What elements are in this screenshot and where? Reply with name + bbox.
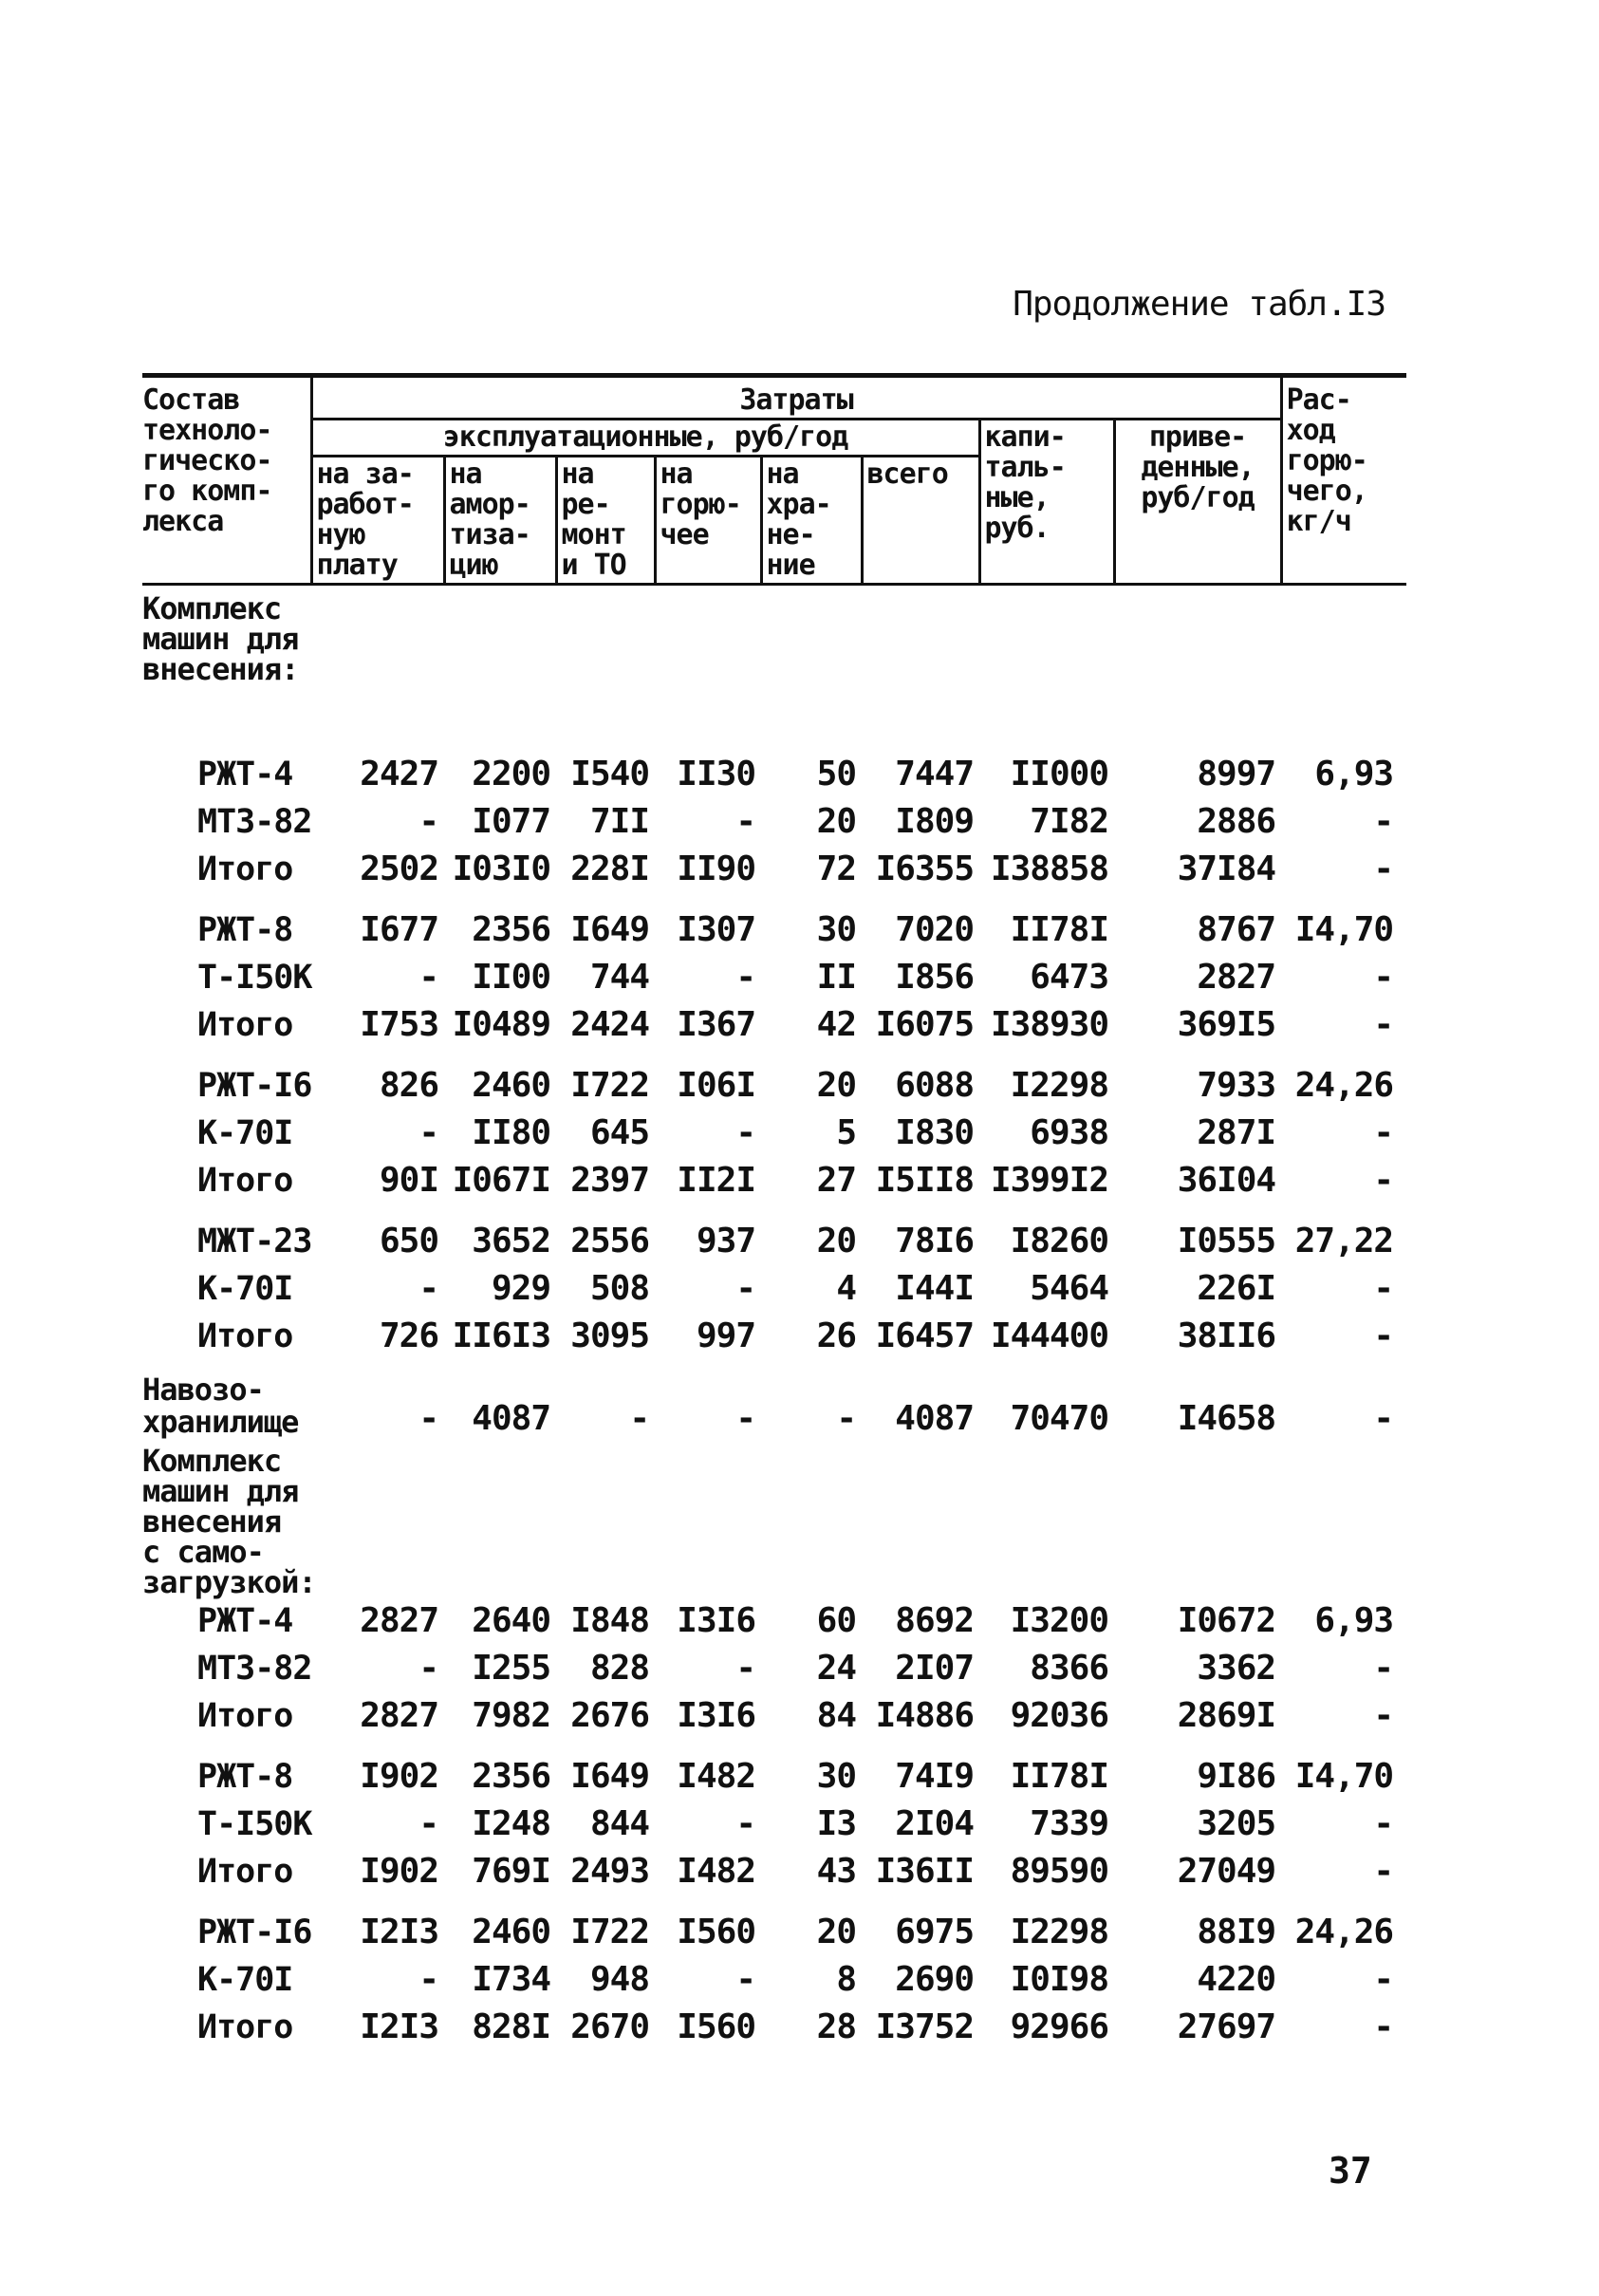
row-label: РЖТ-8 bbox=[197, 911, 293, 949]
table-cell: 828I bbox=[472, 2007, 550, 2046]
table-cell: 20 bbox=[816, 1066, 856, 1105]
table-cell: 2493 bbox=[570, 1852, 649, 1891]
table-cell: 2356 bbox=[472, 1757, 550, 1796]
header-wages: на за- работ- ную плату bbox=[311, 457, 444, 585]
cell-fuel-rate: - bbox=[1373, 1161, 1394, 1200]
table-row bbox=[142, 2004, 1406, 2051]
table-cell: I2I3 bbox=[360, 2007, 438, 2046]
table-row bbox=[142, 1692, 1406, 1740]
table-cell: II000 bbox=[1010, 755, 1108, 793]
table-cell: 38II6 bbox=[1177, 1316, 1276, 1355]
table-cell: I482 bbox=[677, 1757, 755, 1796]
cell-fuel-rate: - bbox=[1373, 1696, 1394, 1735]
table-cell: I06I bbox=[677, 1066, 755, 1105]
table-cell: 2886 bbox=[1197, 802, 1276, 841]
table-cell: 27 bbox=[816, 1161, 856, 1200]
table-cell: 2670 bbox=[570, 2007, 649, 2046]
table-cell: 508 bbox=[589, 1269, 649, 1308]
table-cell: I734 bbox=[472, 1960, 550, 1999]
row-label: Итого bbox=[197, 1317, 293, 1355]
table-row bbox=[142, 798, 1406, 846]
table-cell: 7020 bbox=[895, 910, 974, 949]
table-cell: 89590 bbox=[1010, 1852, 1108, 1891]
row-label: Т-I50К bbox=[197, 959, 312, 997]
table-cell: I4658 bbox=[1177, 1399, 1276, 1438]
table-cell: - bbox=[735, 1399, 755, 1438]
header-capital: капи- таль- ные, руб. bbox=[979, 420, 1114, 585]
table-cell: 8767 bbox=[1197, 910, 1276, 949]
table-cell: - bbox=[418, 802, 438, 841]
table-cell: 4 bbox=[836, 1269, 856, 1308]
table-cell: 24 bbox=[816, 1649, 856, 1688]
cell-fuel-rate: - bbox=[1373, 1649, 1394, 1688]
section-heading-2: Комплекс машин для внесения с само- загрузкой: bbox=[142, 1443, 316, 1600]
table-cell: II30 bbox=[677, 755, 755, 793]
table-row bbox=[142, 1110, 1406, 1157]
table-cell: I255 bbox=[472, 1649, 550, 1688]
table-cell: I03I0 bbox=[452, 849, 550, 888]
table-cell: 74I9 bbox=[895, 1757, 974, 1796]
table-cell: 20 bbox=[816, 1913, 856, 1951]
table-row bbox=[142, 1740, 1406, 1801]
table-cell: 2200 bbox=[472, 755, 550, 793]
table-cell: I44I bbox=[895, 1269, 974, 1308]
table-cell: 20 bbox=[816, 1222, 856, 1260]
table-cell: I3I6 bbox=[677, 1601, 755, 1640]
row-label: МТЗ-82 bbox=[197, 803, 312, 841]
table-cell: 70470 bbox=[1010, 1399, 1108, 1438]
header-total: всего bbox=[862, 457, 979, 585]
table-cell: II78I bbox=[1010, 1757, 1108, 1796]
row-label: РЖТ-I6 bbox=[197, 1067, 312, 1105]
table-cell: 997 bbox=[696, 1316, 755, 1355]
cell-fuel-rate: - bbox=[1373, 1804, 1394, 1843]
table-cell: I2I3 bbox=[360, 1913, 438, 1951]
table-cell: I067I bbox=[452, 1161, 550, 1200]
table-cell: 2356 bbox=[472, 910, 550, 949]
cell-fuel-rate: 6,93 bbox=[1314, 1601, 1394, 1640]
table-cell: - bbox=[418, 1113, 438, 1152]
table-row bbox=[142, 1049, 1406, 1110]
table-row bbox=[142, 846, 1406, 893]
table-cell: 88I9 bbox=[1197, 1913, 1276, 1951]
table-cell: 36I04 bbox=[1177, 1161, 1276, 1200]
table-cell: 2827 bbox=[360, 1696, 438, 1735]
table-cell: 844 bbox=[589, 1804, 649, 1843]
table-cell: 5 bbox=[836, 1113, 856, 1152]
table-cell: 2690 bbox=[895, 1960, 974, 1999]
table-cell: I848 bbox=[570, 1601, 649, 1640]
table-cell: 37I84 bbox=[1177, 849, 1276, 888]
header-fuel: на горю- чее bbox=[655, 457, 761, 585]
table-cell: - bbox=[735, 802, 755, 841]
cell-fuel-rate: 27,22 bbox=[1294, 1222, 1394, 1260]
table-cell: I677 bbox=[360, 910, 438, 949]
table-cell: 7II bbox=[589, 802, 649, 841]
table-cell: I560 bbox=[677, 1913, 755, 1951]
table-cell: 4087 bbox=[472, 1399, 550, 1438]
table-cell: 2427 bbox=[360, 755, 438, 793]
table-cell: 6473 bbox=[1030, 958, 1108, 997]
row-label: Итого bbox=[197, 1697, 293, 1735]
header-repair: на ре- монт и ТО bbox=[556, 457, 655, 585]
table-cell: I367 bbox=[677, 1005, 755, 1044]
table-body bbox=[142, 585, 1406, 2052]
table-cell: - bbox=[836, 1399, 856, 1438]
table-cell: - bbox=[418, 1804, 438, 1843]
table-row bbox=[142, 1895, 1406, 1956]
table-cell: 90I bbox=[379, 1161, 438, 1200]
table-cell: 287I bbox=[1197, 1113, 1276, 1152]
row-label: К-70I bbox=[197, 1961, 293, 1999]
table-cell: I8260 bbox=[1010, 1222, 1108, 1260]
table-cell: I0555 bbox=[1177, 1222, 1276, 1260]
table-row bbox=[142, 893, 1406, 954]
table-cell: - bbox=[735, 1269, 755, 1308]
table-cell: 2869I bbox=[1177, 1696, 1276, 1735]
table-cell: 7447 bbox=[895, 755, 974, 793]
table-cell: 3205 bbox=[1197, 1804, 1276, 1843]
table-cell: 2460 bbox=[472, 1913, 550, 1951]
spacer-row bbox=[142, 684, 1406, 751]
table-cell: I4886 bbox=[875, 1696, 974, 1735]
table-cell: 948 bbox=[589, 1960, 649, 1999]
cell-fuel-rate: - bbox=[1373, 2007, 1394, 2046]
table-cell: 769I bbox=[472, 1852, 550, 1891]
table-cell: - bbox=[735, 1804, 755, 1843]
table-cell: 92966 bbox=[1010, 2007, 1108, 2046]
table-cell: I0672 bbox=[1177, 1601, 1276, 1640]
cost-table bbox=[142, 373, 1406, 2051]
table-cell: 26 bbox=[816, 1316, 856, 1355]
table-cell: 2640 bbox=[472, 1601, 550, 1640]
row-label: РЖТ-I6 bbox=[197, 1913, 312, 1951]
table-row bbox=[142, 1204, 1406, 1265]
table-cell: I902 bbox=[360, 1757, 438, 1796]
table-cell: - bbox=[418, 1960, 438, 1999]
table-cell: - bbox=[735, 958, 755, 997]
table-cell: I399I2 bbox=[990, 1161, 1108, 1200]
table-cell: I649 bbox=[570, 910, 649, 949]
table-cell: - bbox=[735, 1649, 755, 1688]
cell-fuel-rate: - bbox=[1373, 1960, 1394, 1999]
table-cell: II2I bbox=[677, 1161, 755, 1200]
table-cell: 937 bbox=[696, 1222, 755, 1260]
table-cell: 226I bbox=[1197, 1269, 1276, 1308]
table-cell: - bbox=[629, 1399, 649, 1438]
table-cell: I722 bbox=[570, 1913, 649, 1951]
table-cell: 30 bbox=[816, 1757, 856, 1796]
table-cell: I3752 bbox=[875, 2007, 974, 2046]
table-cell: I38858 bbox=[990, 849, 1108, 888]
cell-fuel-rate: I4,70 bbox=[1294, 1757, 1394, 1796]
table-cell: I540 bbox=[570, 755, 649, 793]
table-cell: I0489 bbox=[452, 1005, 550, 1044]
table-cell: I6355 bbox=[875, 849, 974, 888]
table-cell: 27049 bbox=[1177, 1852, 1276, 1891]
table-cell: 5464 bbox=[1030, 1269, 1108, 1308]
table-cell: 645 bbox=[589, 1113, 649, 1152]
table-cell: I830 bbox=[895, 1113, 974, 1152]
row-label: Т-I50К bbox=[197, 1805, 312, 1843]
table-cell: 7339 bbox=[1030, 1804, 1108, 1843]
table-cell: 4220 bbox=[1197, 1960, 1276, 1999]
table-cell: - bbox=[418, 1399, 438, 1438]
table-cell: I6457 bbox=[875, 1316, 974, 1355]
table-row bbox=[142, 1265, 1406, 1313]
cell-fuel-rate: - bbox=[1373, 1316, 1394, 1355]
table-cell: 60 bbox=[816, 1601, 856, 1640]
table-cell: 2502 bbox=[360, 849, 438, 888]
table-row bbox=[142, 1848, 1406, 1895]
table-cell: I809 bbox=[895, 802, 974, 841]
table-cell: I3200 bbox=[1010, 1601, 1108, 1640]
table-cell: I856 bbox=[895, 958, 974, 997]
table-cell: I649 bbox=[570, 1757, 649, 1796]
table-cell: 2676 bbox=[570, 1696, 649, 1735]
row-label: Итого bbox=[197, 1162, 293, 1200]
table-cell: 6088 bbox=[895, 1066, 974, 1105]
table-cell: I902 bbox=[360, 1852, 438, 1891]
table-cell: I3I6 bbox=[677, 1696, 755, 1735]
table-cell: I5II8 bbox=[875, 1161, 974, 1200]
table-cell: 84 bbox=[816, 1696, 856, 1735]
table-cell: 726 bbox=[379, 1316, 438, 1355]
table-row bbox=[142, 1157, 1406, 1204]
header-fuel-rate: Рас- ход горю- чего, кг/ч bbox=[1281, 376, 1406, 585]
table-cell: 2397 bbox=[570, 1161, 649, 1200]
cell-fuel-rate: 24,26 bbox=[1294, 1913, 1394, 1951]
table-cell: 2827 bbox=[1197, 958, 1276, 997]
cell-fuel-rate: - bbox=[1373, 1005, 1394, 1044]
row-label: Итого bbox=[197, 1006, 293, 1044]
row-label: РЖТ-4 bbox=[197, 756, 293, 793]
header-composition: Состав техноло- гическо- го комп- лекса bbox=[142, 376, 311, 585]
table-cell: 72 bbox=[816, 849, 856, 888]
table-cell: I0I98 bbox=[1010, 1960, 1108, 1999]
table-cell: 369I5 bbox=[1177, 1005, 1276, 1044]
table-cell: 4087 bbox=[895, 1399, 974, 1438]
header-amortization: на амор- тиза- цию bbox=[444, 457, 556, 585]
table-cell: II90 bbox=[677, 849, 755, 888]
table-cell: I6075 bbox=[875, 1005, 974, 1044]
section-heading-row bbox=[142, 585, 1406, 685]
table-cell: 826 bbox=[379, 1066, 438, 1105]
table-cell: - bbox=[735, 1960, 755, 1999]
table-cell: I753 bbox=[360, 1005, 438, 1044]
table-cell: I38930 bbox=[990, 1005, 1108, 1044]
table-cell: I482 bbox=[677, 1852, 755, 1891]
row-label: МТЗ-82 bbox=[197, 1650, 312, 1688]
table-cell: 2827 bbox=[360, 1601, 438, 1640]
table-cell: 50 bbox=[816, 755, 856, 793]
table-row bbox=[142, 1313, 1406, 1360]
table-cell: I2298 bbox=[1010, 1913, 1108, 1951]
table-cell: - bbox=[1373, 1399, 1394, 1438]
cell-fuel-rate: - bbox=[1373, 1852, 1394, 1891]
table-cell: 78I6 bbox=[895, 1222, 974, 1260]
header-operational: эксплуатационные, руб/год bbox=[311, 420, 979, 457]
table-cell: 929 bbox=[491, 1269, 550, 1308]
table-cell: 8997 bbox=[1197, 755, 1276, 793]
table-row bbox=[142, 1956, 1406, 2004]
table-row bbox=[142, 1645, 1406, 1692]
table-cell: II bbox=[816, 958, 856, 997]
table-row bbox=[142, 1597, 1406, 1645]
table-cell: I307 bbox=[677, 910, 755, 949]
table-cell: I077 bbox=[472, 802, 550, 841]
table-cell: 92036 bbox=[1010, 1696, 1108, 1735]
header-reduced: приве- денные, руб/год bbox=[1114, 420, 1281, 585]
row-label: МЖТ-23 bbox=[197, 1223, 312, 1260]
table-cell: 6938 bbox=[1030, 1113, 1108, 1152]
cell-fuel-rate: 6,93 bbox=[1314, 755, 1394, 793]
table-cell: 2I07 bbox=[895, 1649, 974, 1688]
table-cell: I248 bbox=[472, 1804, 550, 1843]
cell-fuel-rate: - bbox=[1373, 802, 1394, 841]
row-label: Итого bbox=[197, 2008, 293, 2046]
cell-fuel-rate: - bbox=[1373, 1269, 1394, 1308]
cell-fuel-rate: 24,26 bbox=[1294, 1066, 1394, 1105]
table-cell: 7982 bbox=[472, 1696, 550, 1735]
table-cell: II00 bbox=[472, 958, 550, 997]
section-heading-1: Комплекс машин для внесения: bbox=[142, 590, 299, 687]
cell-fuel-rate: I4,70 bbox=[1294, 910, 1394, 949]
table-cell: - bbox=[418, 958, 438, 997]
table-cell: 42 bbox=[816, 1005, 856, 1044]
table-cell: I44400 bbox=[990, 1316, 1108, 1355]
cell-fuel-rate: - bbox=[1373, 1113, 1394, 1152]
table-row bbox=[142, 751, 1406, 798]
table-cell: 27697 bbox=[1177, 2007, 1276, 2046]
cell-fuel-rate: - bbox=[1373, 849, 1394, 888]
table-cell: 28 bbox=[816, 2007, 856, 2046]
table-cell: 3362 bbox=[1197, 1649, 1276, 1688]
table-cell: 7933 bbox=[1197, 1066, 1276, 1105]
table-cell: 7I82 bbox=[1030, 802, 1108, 841]
table-cell: 8 bbox=[836, 1960, 856, 1999]
table-cell: 30 bbox=[816, 910, 856, 949]
table-cell: II6I3 bbox=[452, 1316, 550, 1355]
table-cell: 228I bbox=[570, 849, 649, 888]
table-cell: 20 bbox=[816, 802, 856, 841]
table-cell: 650 bbox=[379, 1222, 438, 1260]
row-label: РЖТ-4 bbox=[197, 1602, 293, 1640]
table-cell: 2I04 bbox=[895, 1804, 974, 1843]
table-cell: 9I86 bbox=[1197, 1757, 1276, 1796]
table-row bbox=[142, 954, 1406, 1001]
table-cell: 2556 bbox=[570, 1222, 649, 1260]
table-cell: 8692 bbox=[895, 1601, 974, 1640]
table-cell: I36II bbox=[875, 1852, 974, 1891]
table-cell: 828 bbox=[589, 1649, 649, 1688]
table-row bbox=[142, 1360, 1406, 1438]
table-cell: II78I bbox=[1010, 910, 1108, 949]
table-row bbox=[142, 1001, 1406, 1049]
table-cell: 43 bbox=[816, 1852, 856, 1891]
table-caption: Продолжение табл.I3 bbox=[1013, 285, 1385, 324]
table-cell: II80 bbox=[472, 1113, 550, 1152]
table-cell: 744 bbox=[589, 958, 649, 997]
row-label: К-70I bbox=[197, 1270, 293, 1308]
table-cell: - bbox=[735, 1113, 755, 1152]
section-heading-row bbox=[142, 1438, 1406, 1597]
table-cell: I2298 bbox=[1010, 1066, 1108, 1105]
page-number: 37 bbox=[1329, 2150, 1372, 2192]
row-label: К-70I bbox=[197, 1114, 293, 1152]
cell-fuel-rate: - bbox=[1373, 958, 1394, 997]
table-header bbox=[142, 376, 1406, 585]
table-cell: 8366 bbox=[1030, 1649, 1108, 1688]
table-cell: 2424 bbox=[570, 1005, 649, 1044]
row-label: РЖТ-8 bbox=[197, 1758, 293, 1796]
table-cell: - bbox=[418, 1269, 438, 1308]
row-label: Итого bbox=[197, 1853, 293, 1891]
table-cell: I560 bbox=[677, 2007, 755, 2046]
table-cell: I3 bbox=[816, 1804, 856, 1843]
table-cell: 2460 bbox=[472, 1066, 550, 1105]
table-cell: 3095 bbox=[570, 1316, 649, 1355]
table-row bbox=[142, 1801, 1406, 1848]
header-storage: на хра- не- ние bbox=[761, 457, 862, 585]
table-cell: - bbox=[418, 1649, 438, 1688]
table-cell: I722 bbox=[570, 1066, 649, 1105]
table-cell: 6975 bbox=[895, 1913, 974, 1951]
header-costs: Затраты bbox=[311, 376, 1281, 420]
row-label: Навозо- хранилище bbox=[142, 1372, 299, 1440]
table-cell: 3652 bbox=[472, 1222, 550, 1260]
row-label: Итого bbox=[197, 850, 293, 888]
